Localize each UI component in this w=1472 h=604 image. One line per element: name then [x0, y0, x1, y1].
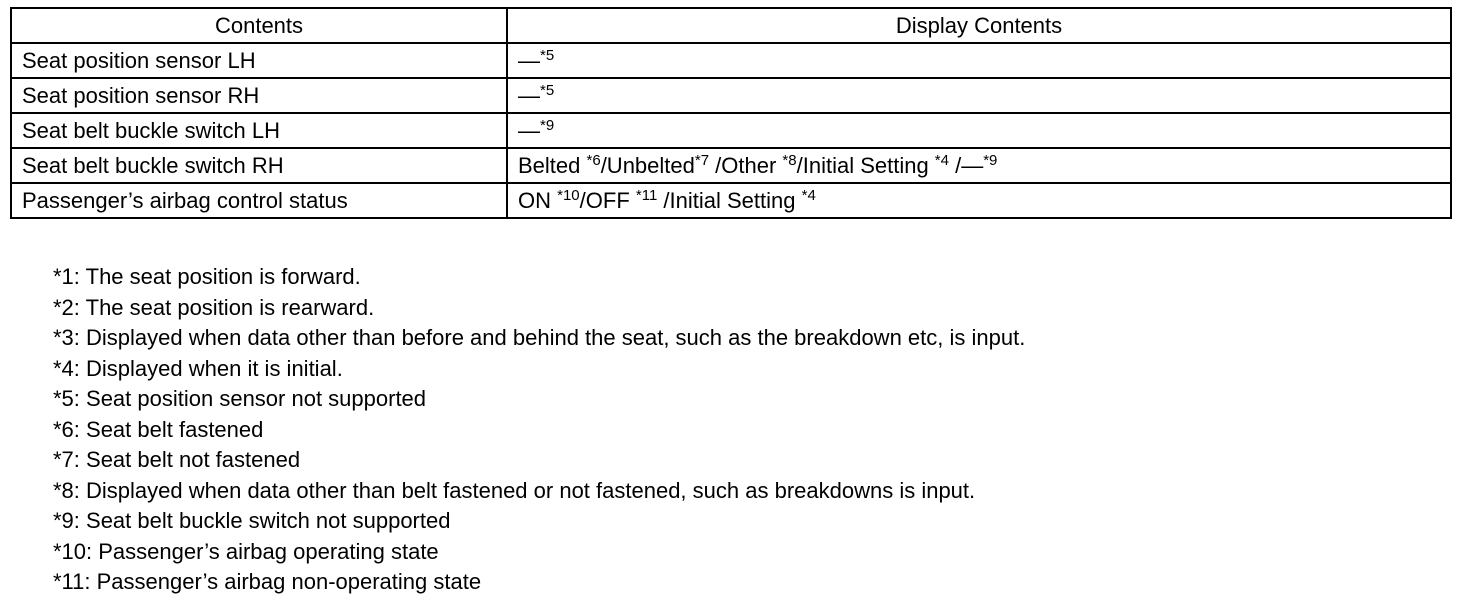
footnote-line: *10: Passenger’s airbag operating state	[53, 538, 439, 564]
row-label: Passenger’s airbag control status	[11, 183, 507, 218]
value-text: /OFF	[579, 187, 636, 213]
value-text: /Initial Setting	[796, 152, 935, 178]
value-text: ON	[518, 187, 558, 213]
footnotes	[53, 262, 1025, 598]
row-display-value	[507, 78, 1451, 113]
header-contents: Contents	[11, 8, 507, 43]
row-label: Seat belt buckle switch RH	[11, 148, 507, 183]
value-text: —	[518, 117, 540, 143]
footnote-ref: *10	[557, 186, 580, 204]
row-label: Seat belt buckle switch LH	[11, 113, 507, 148]
value-text: —	[518, 82, 540, 108]
row-display-value	[507, 113, 1451, 148]
value-text: /—	[948, 152, 984, 178]
footnote-line: *2: The seat position is rearward.	[53, 294, 375, 320]
display-contents-table	[10, 7, 1452, 219]
value-text: —	[518, 47, 540, 73]
row-display-value	[507, 183, 1451, 218]
footnote-line: *4: Displayed when it is initial.	[53, 355, 343, 381]
header-display-contents: Display Contents	[507, 8, 1451, 43]
row-display-value	[507, 43, 1451, 78]
footnote-line: *3: Displayed when data other than before and behind the seat, such as the breakdown etc, is input.	[53, 325, 1026, 350]
row-label: Seat position sensor RH	[11, 78, 507, 113]
row-display-value	[507, 148, 1451, 183]
footnote-line: *9: Seat belt buckle switch not supported	[53, 508, 451, 533]
footnote-ref: *4	[934, 151, 949, 169]
table-row	[11, 113, 1451, 148]
table-body	[11, 43, 1451, 218]
footnote-line: *6: Seat belt fastened	[53, 416, 264, 442]
footnote-ref: *5	[540, 46, 555, 64]
value-text: /Initial Setting	[657, 187, 802, 213]
footnote-ref: *7	[694, 151, 710, 169]
value-text: /Unbelted	[600, 152, 695, 178]
footnote-ref: *8	[782, 151, 797, 169]
row-label: Seat position sensor LH	[11, 43, 507, 78]
footnote-ref: *5	[540, 81, 555, 99]
value-text: Belted	[518, 152, 587, 178]
footnote-ref: *11	[635, 186, 658, 204]
table-header-row	[11, 8, 1451, 43]
table-row	[11, 43, 1451, 78]
footnote-line: *7: Seat belt not fastened	[53, 447, 301, 472]
footnote-ref: *4	[801, 186, 816, 204]
footnote-line: *1: The seat position is forward.	[53, 264, 361, 289]
footnote-line: *8: Displayed when data other than belt fastened or not fastened, such as breakdowns is input.	[53, 477, 976, 503]
footnote-line: *5: Seat position sensor not supported	[53, 386, 427, 411]
footnote-ref: *6	[586, 151, 601, 169]
footnote-ref: *9	[540, 116, 555, 134]
value-text: /Other	[709, 152, 783, 178]
table-row	[11, 78, 1451, 113]
footnote-ref: *9	[983, 151, 998, 169]
footnote-line: *11: Passenger’s airbag non-operating state	[53, 569, 482, 594]
table-row	[11, 183, 1451, 218]
table-row	[11, 148, 1451, 183]
